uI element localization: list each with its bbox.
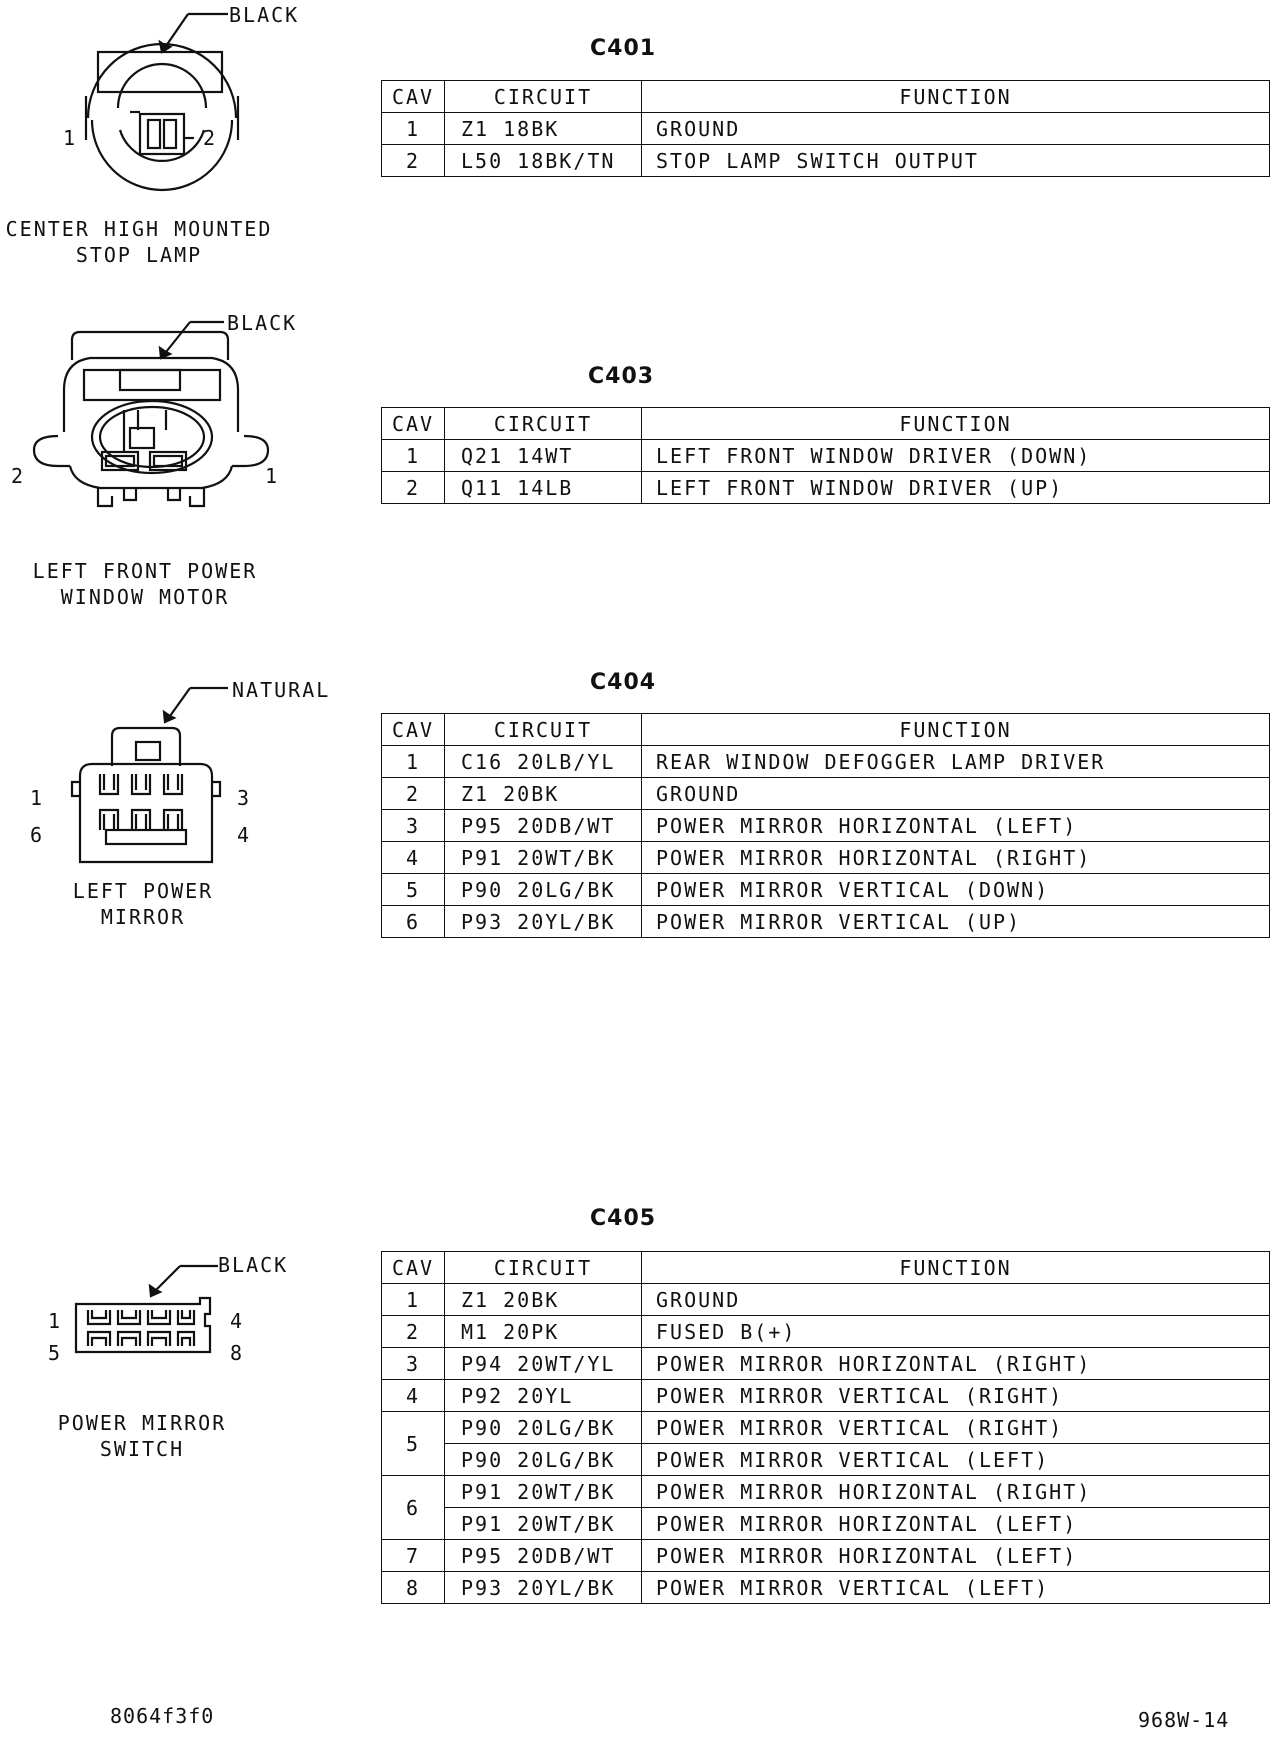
circuit-cell: P94 20WT/YL <box>445 1348 642 1380</box>
circuit-cell: C16 20LB/YL <box>445 746 642 778</box>
pin-label-c401-1: 1 <box>63 126 76 150</box>
table-row <box>382 1444 1270 1476</box>
circuit-cell: P91 20WT/BK <box>445 842 642 874</box>
cav-cell: 5 <box>382 1412 445 1476</box>
function-cell: POWER MIRROR HORIZONTAL (RIGHT) <box>642 1348 1270 1380</box>
connector-title-c403: C403 <box>588 364 655 389</box>
connector-color-c405: BLACK <box>218 1253 289 1277</box>
table-row <box>382 1316 1270 1348</box>
function-cell: POWER MIRROR VERTICAL (RIGHT) <box>642 1412 1270 1444</box>
cav-cell: 2 <box>382 472 445 504</box>
function-cell: REAR WINDOW DEFOGGER LAMP DRIVER <box>642 746 1270 778</box>
table-row <box>382 1540 1270 1572</box>
table-row <box>382 145 1270 177</box>
header-cav: CAV <box>382 1252 445 1284</box>
circuit-cell: P91 20WT/BK <box>445 1476 642 1508</box>
pin-label-c404-6: 6 <box>30 823 43 847</box>
table-row <box>382 1348 1270 1380</box>
header-circuit: CIRCUIT <box>445 714 642 746</box>
connector-name-line: CENTER HIGH MOUNTED <box>5 217 273 241</box>
cav-cell: 6 <box>382 1476 445 1540</box>
table-row <box>382 874 1270 906</box>
connector-drawing-c403 <box>20 300 280 540</box>
cav-cell: 1 <box>382 113 445 145</box>
pin-label-c405-4: 4 <box>230 1309 243 1333</box>
pin-label-c403-2: 2 <box>11 464 24 488</box>
function-cell: STOP LAMP SWITCH OUTPUT <box>642 145 1270 177</box>
cav-cell: 1 <box>382 746 445 778</box>
circuit-cell: Q21 14WT <box>445 440 642 472</box>
pinout-table-c404 <box>381 713 1270 938</box>
table-row <box>382 1380 1270 1412</box>
function-cell: GROUND <box>642 778 1270 810</box>
header-function: FUNCTION <box>642 81 1270 113</box>
cav-cell: 4 <box>382 1380 445 1412</box>
table-row <box>382 778 1270 810</box>
table-row <box>382 810 1270 842</box>
header-circuit: CIRCUIT <box>445 81 642 113</box>
connector-name-line: LEFT POWER <box>72 879 214 903</box>
connector-title-c405: C405 <box>590 1206 657 1231</box>
figure-code-left: 8064f3f0 <box>110 1704 215 1728</box>
pin-label-c405-8: 8 <box>230 1341 243 1365</box>
cav-cell: 4 <box>382 842 445 874</box>
circuit-cell: Z1 18BK <box>445 113 642 145</box>
header-circuit: CIRCUIT <box>445 408 642 440</box>
pinout-table-c405 <box>381 1251 1270 1604</box>
connector-drawing-c401 <box>40 0 300 200</box>
pin-label-c405-1: 1 <box>48 1309 61 1333</box>
cav-cell: 2 <box>382 778 445 810</box>
figure-code-right: 968W-14 <box>1138 1708 1230 1732</box>
connector-title-c404: C404 <box>590 670 657 695</box>
circuit-cell: P95 20DB/WT <box>445 1540 642 1572</box>
table-row <box>382 1508 1270 1540</box>
cav-cell: 8 <box>382 1572 445 1604</box>
circuit-cell: Q11 14LB <box>445 472 642 504</box>
function-cell: GROUND <box>642 1284 1270 1316</box>
function-cell: POWER MIRROR HORIZONTAL (RIGHT) <box>642 1476 1270 1508</box>
header-cav: CAV <box>382 408 445 440</box>
cav-cell: 2 <box>382 145 445 177</box>
table-header-row <box>382 714 1270 746</box>
pin-label-c404-3: 3 <box>237 786 250 810</box>
table-row <box>382 1284 1270 1316</box>
pin-label-c403-1: 1 <box>265 464 278 488</box>
connector-color-c401: BLACK <box>229 3 300 27</box>
header-circuit: CIRCUIT <box>445 1252 642 1284</box>
function-cell: FUSED B(+) <box>642 1316 1270 1348</box>
function-cell: LEFT FRONT WINDOW DRIVER (DOWN) <box>642 440 1270 472</box>
table-row <box>382 906 1270 938</box>
function-cell: POWER MIRROR HORIZONTAL (RIGHT) <box>642 842 1270 874</box>
cav-cell: 1 <box>382 440 445 472</box>
circuit-cell: Z1 20BK <box>445 1284 642 1316</box>
header-cav: CAV <box>382 81 445 113</box>
pin-label-c401-2: 2 <box>203 126 216 150</box>
function-cell: POWER MIRROR VERTICAL (UP) <box>642 906 1270 938</box>
cav-cell: 6 <box>382 906 445 938</box>
function-cell: POWER MIRROR VERTICAL (LEFT) <box>642 1572 1270 1604</box>
table-row <box>382 1412 1270 1444</box>
connector-name-line: STOP LAMP <box>75 243 203 267</box>
function-cell: LEFT FRONT WINDOW DRIVER (UP) <box>642 472 1270 504</box>
header-function: FUNCTION <box>642 408 1270 440</box>
circuit-cell: P90 20LG/BK <box>445 1444 642 1476</box>
circuit-cell: P91 20WT/BK <box>445 1508 642 1540</box>
connector-drawing-c404 <box>60 670 260 870</box>
function-cell: POWER MIRROR HORIZONTAL (LEFT) <box>642 810 1270 842</box>
table-row <box>382 1572 1270 1604</box>
connector-color-c404: NATURAL <box>232 678 331 702</box>
pinout-table-c401 <box>381 80 1270 177</box>
function-cell: POWER MIRROR VERTICAL (LEFT) <box>642 1444 1270 1476</box>
function-cell: POWER MIRROR HORIZONTAL (LEFT) <box>642 1508 1270 1540</box>
function-cell: POWER MIRROR VERTICAL (DOWN) <box>642 874 1270 906</box>
pin-label-c404-1: 1 <box>30 786 43 810</box>
table-row <box>382 472 1270 504</box>
cav-cell: 1 <box>382 1284 445 1316</box>
function-cell: POWER MIRROR VERTICAL (RIGHT) <box>642 1380 1270 1412</box>
header-function: FUNCTION <box>642 714 1270 746</box>
table-row <box>382 1476 1270 1508</box>
cav-cell: 3 <box>382 1348 445 1380</box>
connector-title-c401: C401 <box>590 36 657 61</box>
connector-name-c401 <box>0 216 278 268</box>
circuit-cell: P92 20YL <box>445 1380 642 1412</box>
connector-name-line: SWITCH <box>99 1437 185 1461</box>
circuit-cell: P90 20LG/BK <box>445 874 642 906</box>
circuit-cell: M1 20PK <box>445 1316 642 1348</box>
connector-name-c405 <box>0 1410 284 1462</box>
table-row <box>382 842 1270 874</box>
pin-label-c405-5: 5 <box>48 1341 61 1365</box>
table-header-row <box>382 1252 1270 1284</box>
table-header-row <box>382 81 1270 113</box>
cav-cell: 2 <box>382 1316 445 1348</box>
function-cell: POWER MIRROR HORIZONTAL (LEFT) <box>642 1540 1270 1572</box>
circuit-cell: P93 20YL/BK <box>445 906 642 938</box>
connector-color-c403: BLACK <box>227 311 298 335</box>
pin-label-c404-4: 4 <box>237 823 250 847</box>
connector-name-c404 <box>0 878 286 930</box>
cav-cell: 7 <box>382 1540 445 1572</box>
connector-name-c403 <box>0 558 290 610</box>
cav-cell: 3 <box>382 810 445 842</box>
connector-name-line: LEFT FRONT POWER <box>32 559 258 583</box>
connector-name-line: MIRROR <box>100 905 186 929</box>
table-row <box>382 440 1270 472</box>
header-function: FUNCTION <box>642 1252 1270 1284</box>
circuit-cell: P90 20LG/BK <box>445 1412 642 1444</box>
table-row <box>382 746 1270 778</box>
connector-name-line: WINDOW MOTOR <box>60 585 230 609</box>
table-row <box>382 113 1270 145</box>
circuit-cell: Z1 20BK <box>445 778 642 810</box>
header-cav: CAV <box>382 714 445 746</box>
function-cell: GROUND <box>642 113 1270 145</box>
table-header-row <box>382 408 1270 440</box>
circuit-cell: P95 20DB/WT <box>445 810 642 842</box>
pinout-table-c403 <box>381 407 1270 504</box>
cav-cell: 5 <box>382 874 445 906</box>
connector-name-line: POWER MIRROR <box>57 1411 227 1435</box>
circuit-cell: L50 18BK/TN <box>445 145 642 177</box>
circuit-cell: P93 20YL/BK <box>445 1572 642 1604</box>
